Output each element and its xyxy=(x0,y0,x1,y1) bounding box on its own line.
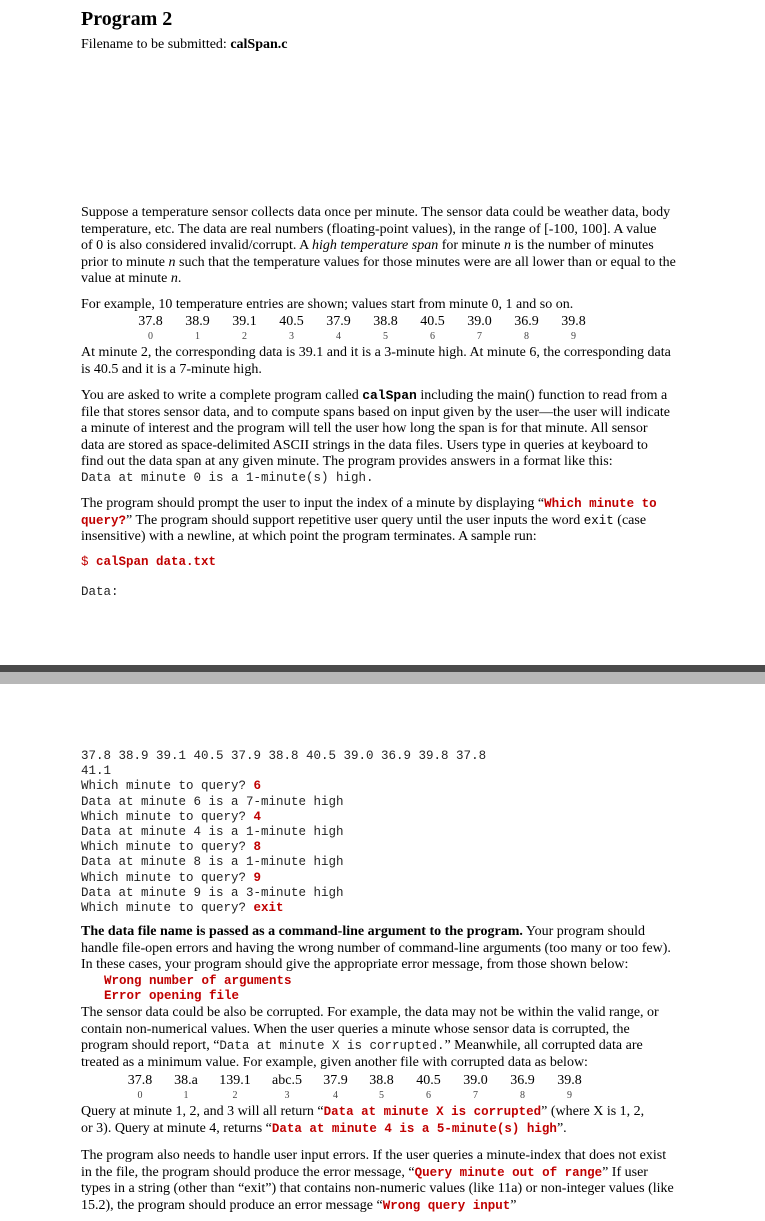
index-cell: 5 xyxy=(383,331,388,342)
errors-line: types in a string (other than “exit”) that contains non-numeric values (like 11a) or non-integer values (like xyxy=(81,1181,674,1196)
command-line xyxy=(81,555,216,569)
intro-paragraph xyxy=(81,205,721,288)
terminal-output xyxy=(81,749,486,916)
error-message-args: Wrong number of arguments xyxy=(104,974,292,988)
index-cell: 1 xyxy=(183,1090,189,1101)
terminal-data-line: 41.1 xyxy=(81,764,112,779)
prompt-line: query?” The program should support repetitive user query until the user inputs the word exit (case xyxy=(81,512,647,528)
value-cell: 37.9 xyxy=(323,1073,348,1088)
page-divider xyxy=(0,665,765,672)
terminal-line: Data at minute 6 is a 7-minute high xyxy=(81,794,344,809)
errors-line: 15.2), the program should produce an error message “Wrong query input” xyxy=(81,1197,517,1213)
index-cell: 0 xyxy=(148,331,153,342)
value-cell: 40.5 xyxy=(279,314,304,329)
corrupt-line: program should report, “Data at minute X is corrupted.” Meanwhile, all corrupted data are xyxy=(81,1038,643,1053)
example-index-row xyxy=(127,331,597,342)
value-cell: 39.1 xyxy=(232,314,257,329)
index-cell: 7 xyxy=(477,331,482,342)
error-message-file: Error opening file xyxy=(104,989,240,1003)
args-line: The data file name is passed as a command-line argument to the program. Your program should xyxy=(81,924,646,939)
example-values-row xyxy=(127,314,597,330)
prompt-paragraph xyxy=(81,496,721,546)
task-line: data are stored as space-delimited ASCII strings in the data files. Users type in queries at keyboard to xyxy=(81,437,648,453)
index-cell: 4 xyxy=(333,1090,338,1101)
terminal-line: Which minute to query? 8 xyxy=(81,840,262,855)
intro-line: prior to minute n such that the temperature values for those minutes were are all lower than or equal to the xyxy=(81,254,676,270)
corrupt-values-row xyxy=(117,1073,593,1089)
filename: calSpan.c xyxy=(230,37,288,52)
index-cell: 6 xyxy=(430,331,435,342)
args-paragraph xyxy=(81,924,721,974)
index-cell: 6 xyxy=(426,1090,431,1101)
value-cell: 36.9 xyxy=(514,314,539,329)
page-divider-shade xyxy=(0,672,765,684)
value-cell: 37.8 xyxy=(127,1073,153,1088)
data-label: Data: xyxy=(81,585,119,599)
index-cell: 1 xyxy=(195,331,200,342)
task-line: find out the data span at any given minute. The program provides answers in a format like this: xyxy=(81,454,613,469)
prompt-line: The program should prompt the user to input the index of a minute by displaying “Which minute to xyxy=(81,496,657,511)
value-cell: 38.8 xyxy=(369,1073,394,1088)
prompt-text: Which minute to xyxy=(544,497,657,511)
example-lead: For example, 10 temperature entries are shown; values start from minute 0, 1 and so on. xyxy=(81,297,574,312)
terminal-line: Which minute to query? 4 xyxy=(81,809,262,824)
prompt-line: insensitive) with a newline, at which point the program terminates. A sample run: xyxy=(81,529,537,544)
corrupt-query-line: or 3). Query at minute 4, returns “Data at minute 4 is a 5-minute(s) high”. xyxy=(81,1120,567,1136)
filename-label: Filename to be submitted: xyxy=(81,37,231,52)
corrupt-query-paragraph xyxy=(81,1104,731,1137)
value-cell: 139.1 xyxy=(219,1073,251,1088)
example-line: At minute 2, the corresponding data is 39.1 and it is a 3-minute high. At minute 6, the corresponding data xyxy=(81,345,671,360)
value-cell: 37.9 xyxy=(326,314,351,329)
index-cell: 0 xyxy=(137,1090,143,1101)
index-cell: 3 xyxy=(284,1090,290,1101)
value-cell: 36.9 xyxy=(510,1073,535,1088)
corrupt-message: Data at minute X is corrupted. xyxy=(219,1039,445,1053)
index-cell: 9 xyxy=(571,331,576,342)
program-name: calSpan xyxy=(362,388,417,403)
errors-line: The program also needs to handle user input errors. If the user queries a minute-index that does not exist xyxy=(81,1148,667,1163)
errors-line: in the file, the program should produce the error message, “Query minute out of range” If user xyxy=(81,1164,648,1180)
value-cell: 40.5 xyxy=(420,314,445,329)
output-format-example: Data at minute 0 is a 1-minute(s) high. xyxy=(81,470,374,485)
intro-line: Suppose a temperature sensor collects data once per minute. The sensor data could be weather data, body xyxy=(81,205,671,220)
value-cell: 38.a xyxy=(174,1073,198,1088)
value-cell: 37.8 xyxy=(138,314,163,329)
args-line: handle file-open errors and having the wrong number of command-line arguments (too many or too few). xyxy=(81,940,671,956)
terminal-line: Which minute to query? 9 xyxy=(81,870,262,885)
intro-line: temperature, etc. The data are real numbers (floating-point values), in the range of [-100, 100]. A value xyxy=(81,221,657,237)
index-cell: 2 xyxy=(242,331,247,342)
terminal-line: Data at minute 8 is a 1-minute high xyxy=(81,855,344,870)
index-cell: 8 xyxy=(524,331,529,342)
index-cell: 5 xyxy=(379,1090,384,1101)
index-cell: 2 xyxy=(232,1090,238,1101)
intro-line: value at minute n. xyxy=(81,271,182,286)
value-cell: 40.5 xyxy=(416,1073,441,1088)
index-cell: 8 xyxy=(520,1090,525,1101)
corrupt-line: The sensor data could be also be corrupted. For example, the data may not be within the valid range, or xyxy=(81,1005,659,1020)
shell-prompt: $ xyxy=(81,555,97,569)
errors-paragraph xyxy=(81,1148,731,1214)
task-paragraph xyxy=(81,388,721,486)
value-cell: 39.0 xyxy=(467,314,492,329)
value-cell: 39.8 xyxy=(561,314,586,329)
command: calSpan data.txt xyxy=(96,555,217,569)
filename-line xyxy=(81,37,288,54)
page-title: Program 2 xyxy=(81,8,173,30)
index-cell: 9 xyxy=(567,1090,572,1101)
intro-line: of 0 is also considered invalid/corrupt. A high temperature span for minute n is the number of minutes xyxy=(81,238,654,253)
value-cell: 39.8 xyxy=(557,1073,582,1088)
value-cell: 38.8 xyxy=(373,314,398,329)
corrupt-line: treated as a minimum value. For example, given another file with corrupted data as below: xyxy=(81,1054,588,1070)
value-cell: abc.5 xyxy=(272,1073,302,1088)
corrupt-index-row xyxy=(117,1090,593,1101)
corrupt-paragraph xyxy=(81,1005,721,1071)
prompt-text: query? xyxy=(81,513,127,528)
args-line: In these cases, your program should give the appropriate error message, from those shown below: xyxy=(81,957,629,972)
example-line: is 40.5 and it is a 7-minute high. xyxy=(81,361,262,377)
terminal-data-line: 37.8 38.9 39.1 40.5 37.9 38.8 40.5 39.0 36.9 39.8 37.8 xyxy=(81,749,487,763)
index-cell: 3 xyxy=(289,331,294,342)
example-explanation xyxy=(81,345,721,378)
corrupt-line: contain non-numerical values. When the user queries a minute whose sensor data is corrupted, the xyxy=(81,1021,630,1037)
terminal-line: Data at minute 9 is a 3-minute high xyxy=(81,885,344,900)
corrupt-query-line: Query at minute 1, 2, and 3 will all return “Data at minute X is corrupted” (where X is 1, 2, xyxy=(81,1104,645,1119)
value-cell: 39.0 xyxy=(463,1073,488,1088)
terminal-line: Which minute to query? 6 xyxy=(81,779,262,794)
terminal-line: Data at minute 4 is a 1-minute high xyxy=(81,825,344,840)
terminal-line: Which minute to query? exit xyxy=(81,901,284,916)
task-line: file that stores sensor data, and to compute spans based on input given by the user—the user will indicate xyxy=(81,404,671,420)
index-cell: 7 xyxy=(473,1090,478,1101)
task-line: a minute of interest and the program will tell the user how long the span is for that minute. All sensor xyxy=(81,421,648,436)
index-cell: 4 xyxy=(336,331,341,342)
task-line: You are asked to write a complete program called calSpan including the main() function to read from a xyxy=(81,388,668,403)
exit-keyword: exit xyxy=(583,513,614,528)
value-cell: 38.9 xyxy=(185,314,210,329)
